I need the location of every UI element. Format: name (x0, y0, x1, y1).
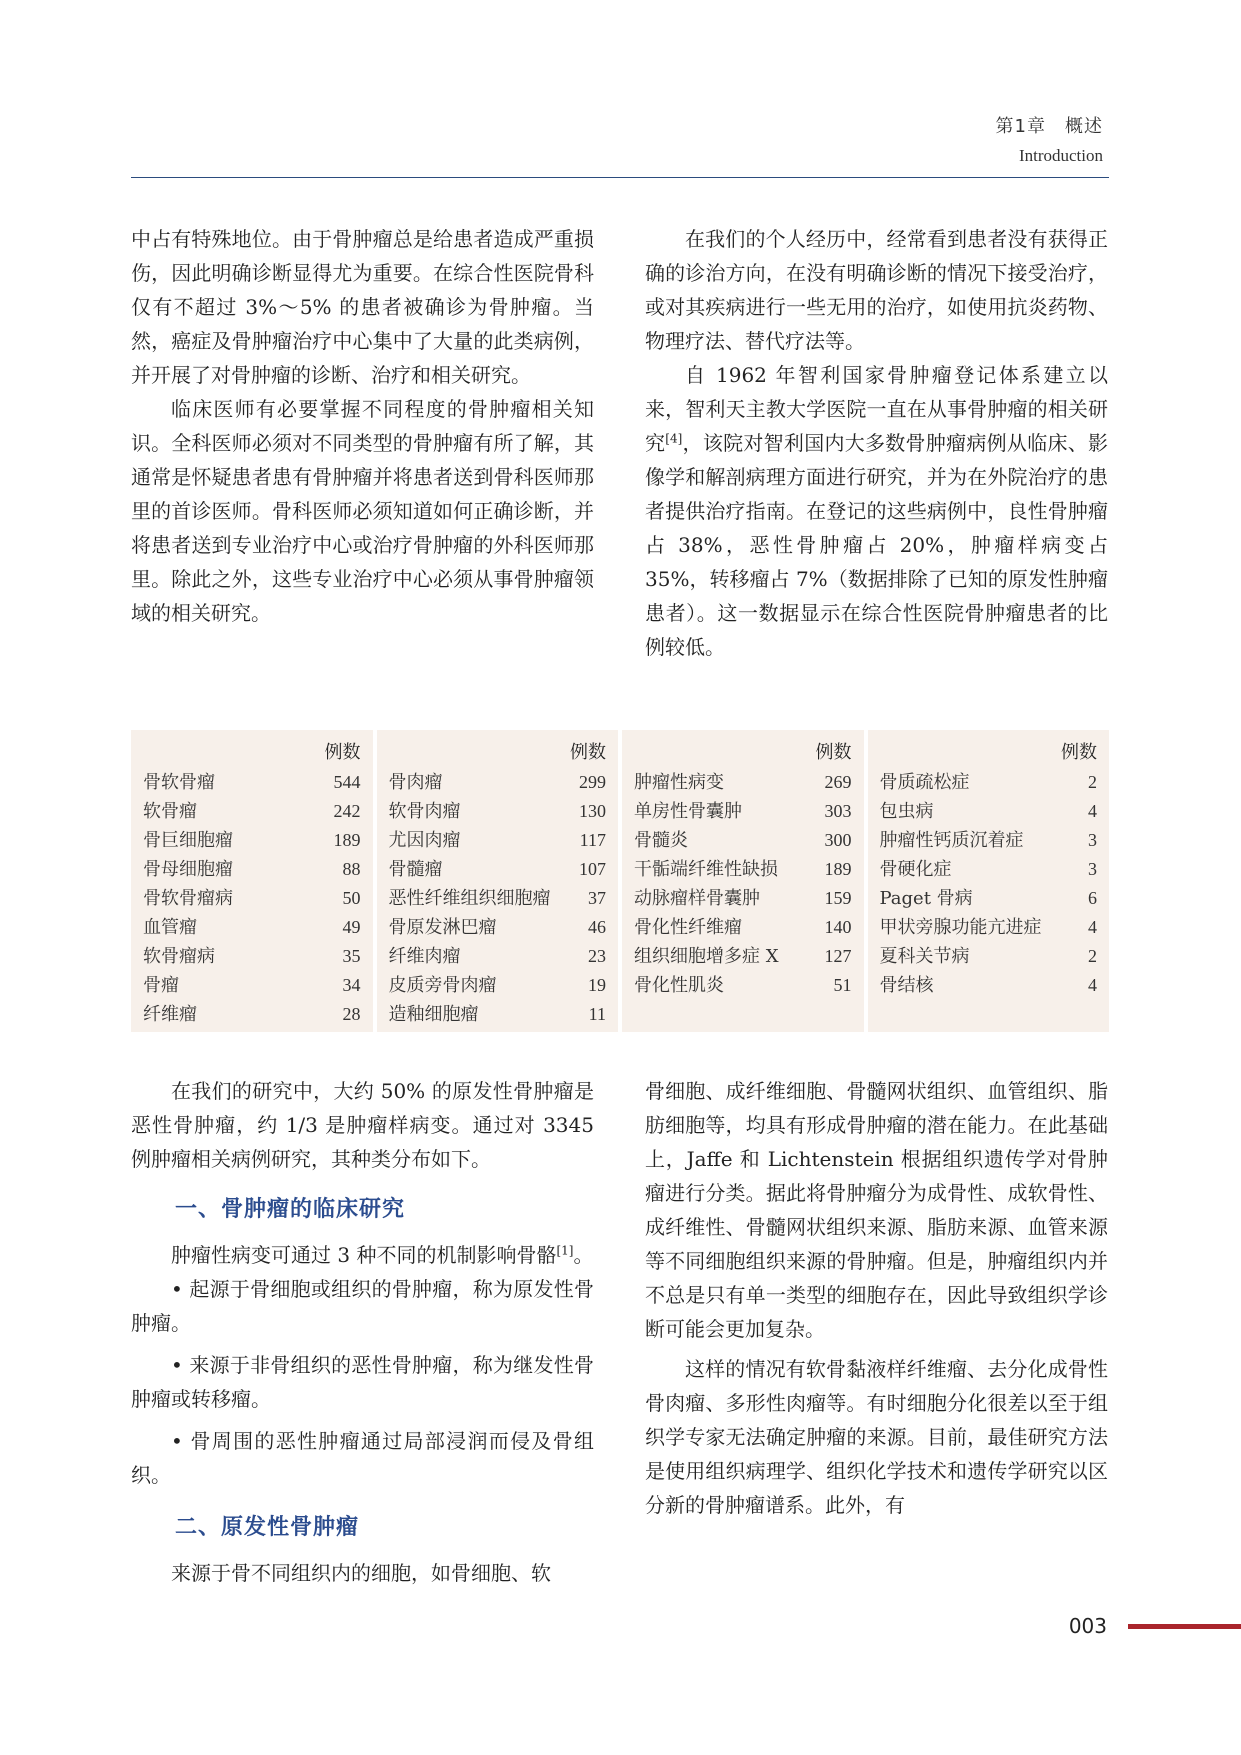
tumor-name: 软骨肉瘤 (388, 801, 461, 822)
case-count: 299 (579, 772, 606, 792)
citation: [1] (556, 1243, 574, 1258)
case-count: 140 (824, 917, 852, 937)
table-row (389, 768, 607, 797)
paragraph: 这样的情况有软骨黏液样纤维瘤、去分化成骨性骨肉瘤、多形性肉瘤等。有时细胞分化很差以至于组织学专家无法确定肿瘤的来源。目前，最佳研究方法是使用组织病理学、组织化学技术和遗传学研究以区分新的骨肿瘤谱系。此外，有 (645, 1357, 1108, 1517)
case-count: 4 (1088, 975, 1097, 995)
case-count: 19 (588, 975, 606, 995)
table-row (634, 768, 852, 797)
table-column (622, 730, 864, 1032)
case-count: 2 (1088, 772, 1097, 792)
paragraph-text: 。 (573, 1243, 594, 1267)
case-count: 51 (833, 975, 852, 995)
tumor-name: 骨化性肌炎 (634, 975, 724, 996)
table-header-count: 例数 (324, 742, 361, 763)
tumor-name: 动脉瘤样骨囊肿 (634, 888, 760, 909)
tumor-name: 甲状旁腺功能亢进症 (879, 917, 1042, 938)
case-count: 49 (342, 917, 361, 937)
tumor-name: 骨瘤 (143, 975, 179, 996)
table-row (389, 971, 607, 1000)
citation: [4] (665, 431, 683, 446)
header-rule (131, 177, 1109, 178)
table-row (143, 1000, 361, 1029)
bottom-right-column (645, 1074, 1108, 1522)
chapter-title-english: Introduction (1018, 146, 1103, 165)
case-count: 117 (579, 830, 606, 850)
table-row (143, 797, 361, 826)
tumor-name: 血管瘤 (143, 917, 197, 938)
tumor-name: 骨硬化症 (879, 859, 952, 880)
table-header-count: 例数 (815, 742, 852, 763)
case-count: 189 (824, 859, 852, 879)
tumor-name: 骨软骨瘤 (143, 772, 215, 793)
table-row (880, 942, 1098, 971)
running-header (996, 112, 1103, 166)
table-row (143, 855, 361, 884)
page-number-bar (1128, 1624, 1241, 1629)
table-row (389, 942, 607, 971)
case-count: 11 (588, 1004, 606, 1024)
section-heading: 二、原发性骨肿瘤 (175, 1515, 360, 1540)
tumor-name: 组织细胞增多症 X (634, 946, 779, 967)
top-left-column (131, 222, 594, 630)
table-row (634, 942, 852, 971)
bullet-item: • 来源于非骨组织的恶性骨肿瘤，称为继发性骨肿瘤或转移瘤。 (131, 1353, 594, 1411)
case-count: 303 (824, 801, 852, 821)
table-header-count: 例数 (1061, 742, 1097, 763)
table-row (634, 797, 852, 826)
tumor-name: 造釉细胞瘤 (388, 1004, 479, 1025)
table-row (634, 913, 852, 942)
table-row (389, 797, 607, 826)
tumor-name: 骨化性纤维瘤 (634, 917, 742, 938)
bottom-left-column (131, 1074, 594, 1590)
table-row (880, 797, 1098, 826)
case-count: 6 (1088, 888, 1097, 908)
tumor-name: 骨原发淋巴瘤 (388, 917, 497, 938)
table-row (634, 971, 852, 1000)
case-count: 3 (1088, 830, 1097, 850)
case-count: 28 (342, 1004, 361, 1024)
table-row (389, 855, 607, 884)
table-row (389, 913, 607, 942)
tumor-name: 单房性骨囊肿 (634, 801, 742, 822)
tumor-name: 骨软骨瘤病 (143, 888, 233, 909)
table-column (131, 730, 373, 1032)
table-row (880, 855, 1098, 884)
tumor-name: 骨巨细胞瘤 (143, 830, 233, 851)
case-count: 269 (824, 772, 852, 792)
table-row (143, 942, 361, 971)
tumor-name: 纤维肉瘤 (388, 946, 461, 967)
case-count: 107 (579, 859, 606, 879)
table-row (634, 884, 852, 913)
paragraph-text: 自 1962 年智利国家骨肿瘤登记体系建立以来，智利天主教大学医院一直在从事骨肿瘤的相关研究 (645, 363, 1108, 455)
page-number: 003 (1068, 1614, 1107, 1638)
case-count: 34 (342, 975, 361, 995)
table-row (143, 826, 361, 855)
chapter-title: 第1章 概述 (995, 116, 1103, 137)
tumor-case-table (131, 730, 1109, 1032)
tumor-name: 纤维瘤 (143, 1004, 197, 1025)
section-heading: 一、骨肿瘤的临床研究 (175, 1197, 406, 1222)
tumor-name: 尤因肉瘤 (388, 830, 461, 851)
tumor-name: 骨母细胞瘤 (143, 859, 233, 880)
tumor-name: 肿瘤性钙质沉着症 (879, 830, 1024, 851)
case-count: 127 (824, 946, 852, 966)
paragraph: 在我们的个人经历中，经常看到患者没有获得正确的诊治方向，在没有明确诊断的情况下接受治疗，或对其疾病进行一些无用的治疗，如使用抗炎药物、物理疗法、替代疗法等。 (645, 227, 1108, 353)
tumor-name: 干骺端纤维性缺损 (634, 859, 778, 880)
tumor-name: 骨髓炎 (634, 830, 688, 851)
paragraph (645, 358, 1108, 664)
bullet-item: • 起源于骨细胞或组织的骨肿瘤，称为原发性骨肿瘤。 (131, 1277, 594, 1335)
case-count: 4 (1088, 801, 1097, 821)
table-column (868, 730, 1110, 1032)
tumor-name: 夏科关节病 (879, 946, 970, 967)
case-count: 300 (824, 830, 852, 850)
paragraph-text: 肿瘤性病变可通过 3 种不同的机制影响骨骼 (171, 1243, 557, 1267)
paragraph-text: ，该院对智利国内大多数骨肿瘤病例从临床、影像学和解剖病理方面进行研究，并为在外院治疗的患者提供治疗指南。在登记的这些病例中，良性骨肿瘤占 38%，恶性骨肿瘤占 20%，肿瘤样病变占 35%，转移瘤占 7%（数据排除了已知的原发性肿瘤患者）。这一数据显示在综合性医院骨肿瘤患者的比例较低。 (645, 431, 1109, 659)
table-row (880, 826, 1098, 855)
case-count: 88 (342, 859, 361, 879)
paragraph: 临床医师有必要掌握不同程度的骨肿瘤相关知识。全科医师必须对不同类型的骨肿瘤有所了解，其通常是怀疑患者患有骨肿瘤并将患者送到骨科医师那里的首诊医师。骨科医师必须知道如何正确诊断，并将患者送到专业治疗中心或治疗骨肿瘤的外科医师那里。除此之外，这些专业治疗中心必须从事骨肿瘤领域的相关研究。 (131, 397, 594, 625)
table-row (880, 913, 1098, 942)
tumor-name: 软骨瘤 (143, 801, 197, 822)
top-right-column (645, 222, 1108, 664)
case-count: 37 (588, 888, 606, 908)
case-count: 2 (1088, 946, 1097, 966)
tumor-name: Paget 骨病 (879, 888, 973, 909)
tumor-name: 皮质旁骨肉瘤 (388, 975, 497, 996)
tumor-name: 骨结核 (879, 975, 934, 996)
table-row (389, 884, 607, 913)
table-row (880, 884, 1098, 913)
tumor-name: 骨肉瘤 (388, 772, 443, 793)
table-row (389, 1000, 607, 1029)
table-row (389, 826, 607, 855)
table-row (634, 826, 852, 855)
paragraph: 中占有特殊地位。由于骨肿瘤总是给患者造成严重损伤，因此明确诊断显得尤为重要。在综合性医院骨科仅有不超过 3%～5% 的患者被确诊为骨肿瘤。当然，癌症及骨肿瘤治疗中心集中了大量的此类病例，并开展了对骨肿瘤的诊断、治疗和相关研究。 (131, 227, 594, 387)
case-count: 23 (588, 946, 606, 966)
case-count: 35 (342, 946, 361, 966)
table-row (143, 884, 361, 913)
tumor-name: 恶性纤维组织细胞瘤 (388, 888, 551, 909)
case-count: 4 (1088, 917, 1097, 937)
paragraph: 来源于骨不同组织内的细胞，如骨细胞、软 (171, 1561, 551, 1585)
table-header-count: 例数 (570, 742, 606, 763)
tumor-name: 包虫病 (879, 801, 934, 822)
table-row (880, 971, 1098, 1000)
table-row (143, 768, 361, 797)
table-column (377, 730, 619, 1032)
tumor-name: 软骨瘤病 (143, 946, 215, 967)
case-count: 46 (588, 917, 606, 937)
case-count: 3 (1088, 859, 1097, 879)
case-count: 159 (824, 888, 852, 908)
case-count: 544 (333, 772, 361, 792)
tumor-name: 骨质疏松症 (879, 772, 970, 793)
table-row (143, 913, 361, 942)
tumor-name: 骨髓瘤 (388, 859, 443, 880)
case-count: 189 (333, 830, 361, 850)
table-row (634, 855, 852, 884)
bullet-item: • 骨周围的恶性肿瘤通过局部浸润而侵及骨组织。 (131, 1429, 594, 1487)
tumor-name: 肿瘤性病变 (634, 772, 724, 793)
case-count: 50 (342, 888, 361, 908)
case-count: 130 (579, 801, 606, 821)
table-row (143, 971, 361, 1000)
case-count: 242 (333, 801, 361, 821)
paragraph: 在我们的研究中，大约 50% 的原发性骨肿瘤是恶性骨肿瘤，约 1/3 是肿瘤样病变。通过对 3345 例肿瘤相关病例研究，其种类分布如下。 (131, 1079, 594, 1171)
paragraph (131, 1238, 594, 1272)
paragraph: 骨细胞、成纤维细胞、骨髓网状组织、血管组织、脂肪细胞等，均具有形成骨肿瘤的潜在能力。在此基础上，Jaffe 和 Lichtenstein 根据组织遗传学对骨肿瘤进行分类。据此将骨肿瘤分为成骨性、成软骨性、成纤维性、骨髓网状组织来源、脂肪来源、血管来源等不同细胞组织来源的骨肿瘤。但是，肿瘤组织内并不总是只有单一类型的细胞存在，因此导致组织学诊断可能会更加复杂。 (645, 1079, 1108, 1341)
table-row (880, 768, 1098, 797)
